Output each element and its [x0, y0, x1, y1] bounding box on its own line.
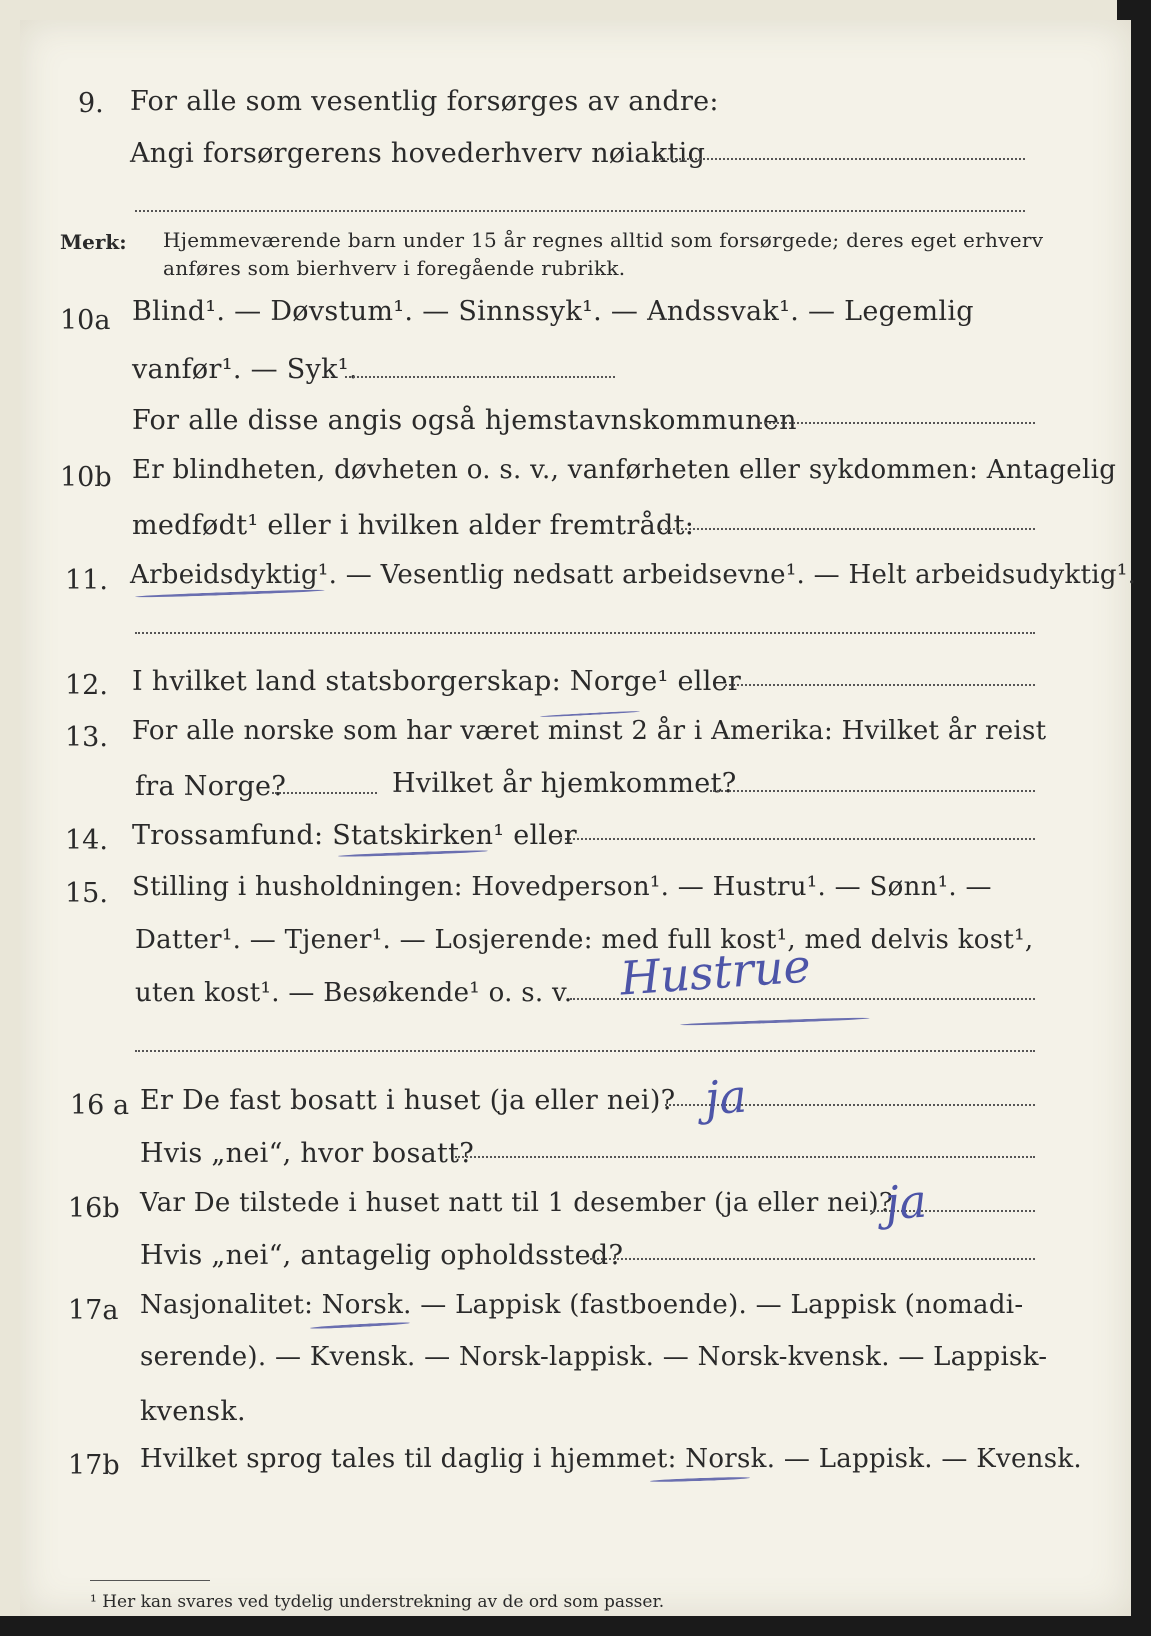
answer-line-14: [560, 838, 1035, 840]
answer-line-9b: [135, 210, 1025, 212]
item-17b-line-1: Hvilket sprog tales til daglig i hjemmet: Norsk. — Lappisk. — Kvensk.: [140, 1444, 1082, 1474]
handwritten-bosatt: ja: [703, 1068, 749, 1126]
item-17a-line-3: kvensk.: [140, 1396, 246, 1427]
item-16b-line-2: Hvis „nei“, antagelig opholdssted?: [140, 1240, 624, 1271]
item-13-line-3: Hvilket år hjemkommet?: [392, 768, 737, 799]
item-13-line-1: For alle norske som har været minst 2 år i Amerika: Hvilket år reist: [132, 716, 1047, 746]
answer-line-hjemstavn: [760, 422, 1035, 424]
item-number-10b: 10b: [60, 462, 112, 493]
item-number-13: 13.: [65, 722, 108, 753]
item-12-line-1: I hvilket land statsborgerskap: Norge¹ eller: [132, 666, 742, 697]
handwritten-tilstede: ja: [883, 1173, 929, 1231]
answer-line-syk: [345, 376, 615, 378]
item-number-10a: 10a: [60, 305, 111, 336]
answer-line-16b-b: [590, 1258, 1035, 1260]
item-number-16a: 16 a: [70, 1090, 130, 1121]
item-16b-line-1: Var De tilstede i huset natt til 1 desember (ja eller nei)?: [140, 1188, 894, 1218]
item-11-line-1: Arbeidsdyktig¹. — Vesentlig nedsatt arbeidsevne¹. — Helt arbeidsudyktig¹.: [130, 560, 1137, 590]
item-9-line-2: Angi forsørgerens hovederhverv nøiaktig: [130, 138, 706, 169]
item-10b-line-1: Er blindheten, døvheten o. s. v., vanførheten eller sykdommen: Antagelig: [132, 455, 1117, 485]
answer-line-11: [135, 632, 1035, 634]
item-15-line-3: uten kost¹. — Besøkende¹ o. s. v.: [135, 978, 573, 1008]
item-number-16b: 16b: [68, 1193, 120, 1224]
item-13-line-2: fra Norge?: [135, 771, 287, 802]
item-number-17a: 17a: [68, 1295, 119, 1326]
scan-border-bottom: [0, 1616, 1151, 1636]
answer-line-9: [655, 158, 1025, 160]
item-10b-line-2: medfødt¹ eller i hvilken alder fremtrådt:: [132, 510, 695, 541]
note-line-1: Hjemmeværende barn under 15 år regnes alltid som forsørgede; deres eget erhverv: [163, 228, 1044, 252]
item-9-line-1: For alle som vesentlig forsørges av andre:: [130, 86, 719, 117]
answer-line-hjemkommet: [710, 790, 1035, 792]
answer-line-16a-b: [455, 1156, 1035, 1158]
item-number-12: 12.: [65, 670, 108, 701]
footnote: ¹ Her kan svares ved tydelig understrekning av de ord som passer.: [90, 1592, 665, 1612]
answer-line-reist: [272, 792, 377, 794]
item-number-14: 14.: [65, 825, 108, 856]
note-line-2: anføres som bierhverv i foregående rubrikk.: [163, 256, 626, 280]
item-10a-line-2: vanfør¹. — Syk¹.: [132, 354, 358, 385]
item-number-17b: 17b: [68, 1450, 120, 1481]
item-17a-line-1: Nasjonalitet: Norsk. — Lappisk (fastboende). — Lappisk (nomadi-: [140, 1290, 1024, 1320]
item-17a-line-2: serende). — Kvensk. — Norsk-lappisk. — Norsk-kvensk. — Lappisk-: [140, 1342, 1048, 1372]
handwritten-stilling: Hustrue: [618, 938, 813, 1006]
item-number-9: 9.: [78, 88, 104, 119]
footnote-rule: [90, 1580, 210, 1581]
item-16a-line-1: Er De fast bosatt i huset (ja eller nei)?: [140, 1085, 676, 1116]
item-15-line-1: Stilling i husholdningen: Hovedperson¹. — Hustru¹. — Sønn¹. —: [132, 872, 992, 902]
item-number-15: 15.: [65, 878, 108, 909]
answer-line-12: [725, 684, 1035, 686]
answer-line-10b: [660, 528, 1035, 530]
note-label: Merk:: [60, 230, 127, 254]
item-10a-line-1: Blind¹. — Døvstum¹. — Sinnssyk¹. — Andssvak¹. — Legemlig: [132, 296, 974, 327]
item-10a-line-3: For alle disse angis også hjemstavnskommunen: [132, 405, 797, 436]
item-16a-line-2: Hvis „nei“, hvor bosatt?: [140, 1138, 475, 1169]
answer-line-15b: [135, 1050, 1035, 1052]
item-14-line-1: Trossamfund: Statskirken¹ eller: [132, 820, 577, 851]
item-number-11: 11.: [65, 565, 108, 596]
item-15-line-2: Datter¹. — Tjener¹. — Losjerende: med full kost¹, med delvis kost¹,: [135, 925, 1034, 955]
